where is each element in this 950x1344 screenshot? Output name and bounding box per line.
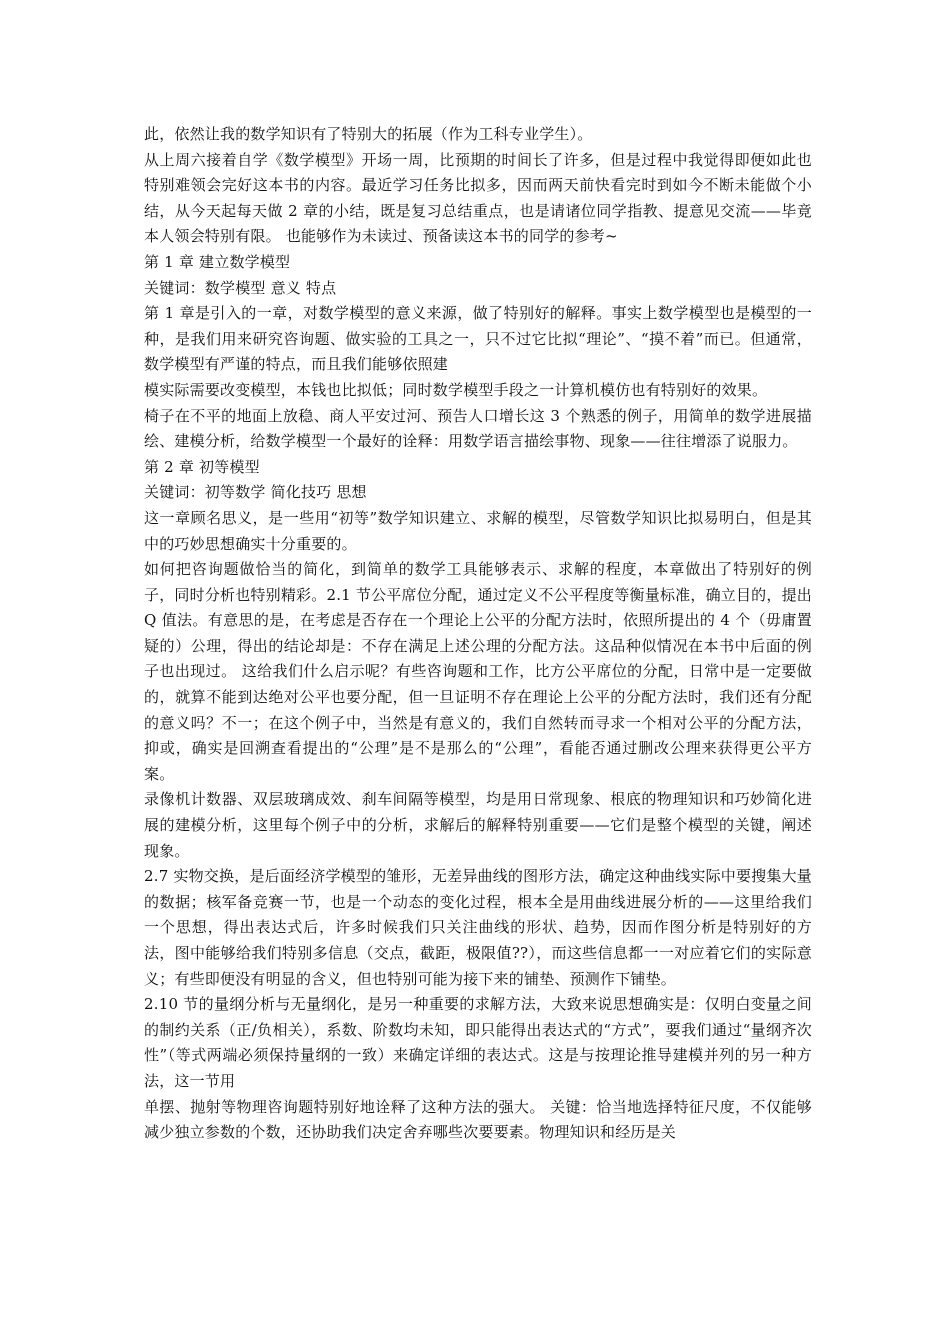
document-body xyxy=(144,122,812,1146)
paragraph: 2.7 实物交换，是后面经济学模型的雏形，无差异曲线的图形方法，确定这种曲线实际中要搜集大量的数据；核军备竞赛一节，也是一个动态的变化过程，根本全是用曲线进展分析的——这里给我们一个思想，得出表达式后，许多时候我们只关注曲线的形状、趋势，因而作图分析是特别好的方法，图中能够给我们特别多信息（交点，截距，极限值??），而这些信息都一一对应着它们的实际意义；有些即便没有明显的含义，但也特别可能为接下来的铺垫、预测作下铺垫。 xyxy=(144,867,812,988)
paragraph: 此，依然让我的数学知识有了特别大的拓展（作为工科专业学生）。 xyxy=(144,125,593,143)
chapter-heading: 第 2 章 初等模型 xyxy=(144,457,260,476)
paragraph: 第 1 章是引入的一章，对数学模型的意义来源，做了特别好的解释。事实上数学模型也是模型的一种，是我们用来研究咨询题、做实验的工具之一，只不过它比拟“理论”、“摸不着”而已。但通常，数学模型有严谨的特点，而且我们能够依照建 xyxy=(144,304,812,374)
paragraph: 模实际需要改变模型，本钱也比拟低；同时数学模型手段之一计算机模仿也有特别好的效果。 xyxy=(144,380,768,399)
keywords-line: 关键词：初等数学 简化技巧 思想 xyxy=(144,483,367,502)
paragraph: 这一章顾名思义，是一些用“初等”数学知识建立、求解的模型，尽管数学知识比拟易明白，但是其中的巧妙思想确实十分重要的。 xyxy=(144,508,812,553)
paragraph: 录像机计数器、双层玻璃成效、刹车间隔等模型，均是用日常现象、根底的物理知识和巧妙简化进展的建模分析，这里每个例子中的分析，求解后的解释特别重要——它们是整个模型的关键，阐述现象。 xyxy=(144,790,812,860)
paragraph: 从上周六接着自学《数学模型》开场一周，比预期的时间长了许多，但是过程中我觉得即便如此也特别难领会完好这本书的内容。最近学习任务比拟多，因而两天前快看完时到如今不断未能做个小结，从今天起每天做 2 章的小结，既是复习总结重点，也是请诸位同学指教、提意见交流——毕竟本人领会特别有限。 也能够作为未读过、预备读这本书的同学的参考~ xyxy=(144,150,812,246)
chapter-heading: 第 1 章 建立数学模型 xyxy=(144,252,291,271)
paragraph: 单摆、抛射等物理咨询题特别好地诠释了这种方法的强大。 关键：恰当地选择特征尺度，不仅能够减少独立参数的个数，还协助我们决定舍弃哪些次要要素。物理知识和经历是关 xyxy=(144,1097,812,1142)
paragraph: 如何把咨询题做恰当的简化，到简单的数学工具能够表示、求解的程度，本章做出了特别好的例子，同时分析也特别精彩。2.1 节公平席位分配，通过定义不公平程度等衡量标准，确立目的，提出 Q 值法。有意思的是，在考虑是否存在一个理论上公平的分配方法时，依照所提出的 4 个（毋庸置疑的）公理，得出的结论却是：不存在满足上述公理的分配方法。这品种似情况在本书中后面的例子也出现过。 这给我们什么启示呢？有些咨询题和工作，比方公平席位的分配，日常中是一定要做的，就算不能到达绝对公平也要分配，但一旦证明不存在理论上公平的分配方法时，我们还有分配的意义吗？不一；在这个例子中，当然是有意义的，我们自然转而寻求一个相对公平的分配方法，抑或，确实是回溯查看提出的“公理”是不是那么的“公理”，看能否通过删改公理来获得更公平方案。 xyxy=(144,560,812,783)
paragraph: 椅子在不平的地面上放稳、商人平安过河、预告人口增长这 3 个熟悉的例子，用简单的数学进展描绘、建模分析，给数学模型一个最好的诠释：用数学语言描绘事物、现象——往往增添了说服力。 xyxy=(144,406,812,451)
keywords-line: 关键词：数学模型 意义 特点 xyxy=(144,278,337,297)
paragraph: 2.10 节的量纲分析与无量纲化，是另一种重要的求解方法，大致来说思想确实是：仅明白变量之间的制约关系（正/负相关），系数、阶数均未知，即只能得出表达式的“方式”，要我们通过“量纲齐次性”（等式两端必须保持量纲的一致）来确定详细的表达式。这是与按理论推导建模并列的另一种方法，这一节用 xyxy=(144,995,812,1090)
